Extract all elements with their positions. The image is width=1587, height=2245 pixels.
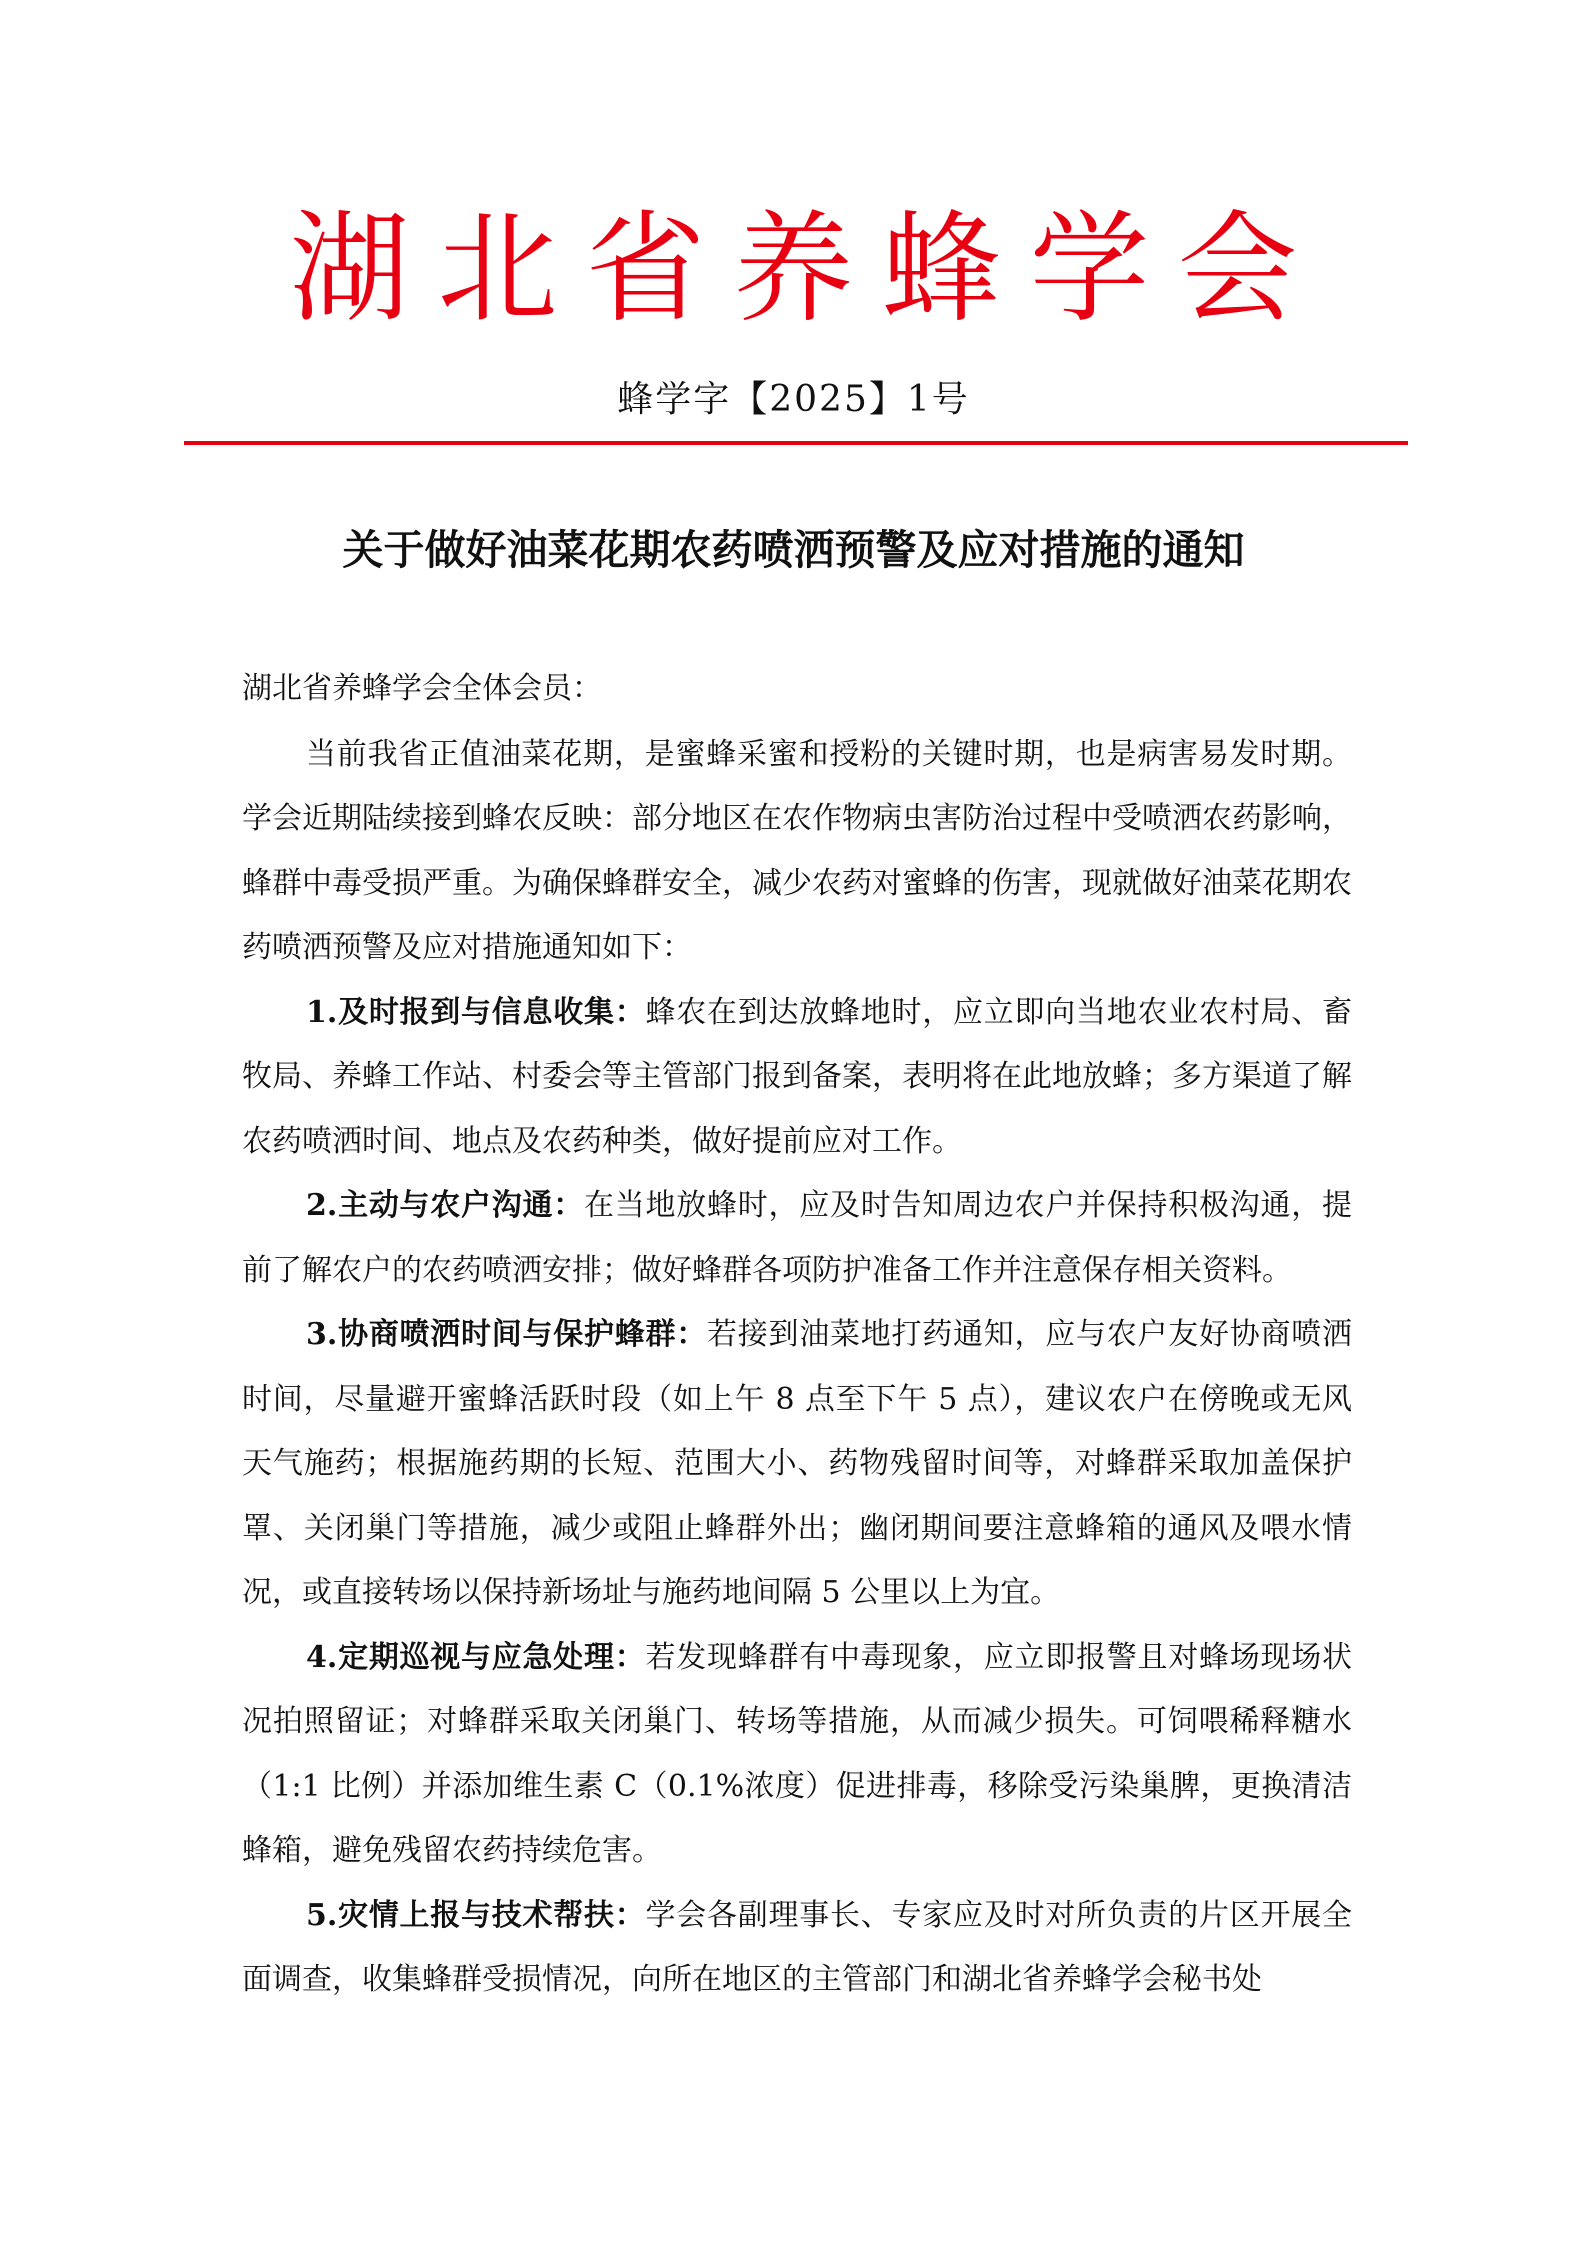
org-masthead: 湖北省养蜂学会 — [289, 200, 1326, 339]
notice-title: 关于做好油菜花期农药喷洒预警及应对措施的通知 — [342, 526, 1245, 574]
item-heading: 1.及时报到与信息收集： — [306, 994, 646, 1030]
item-heading: 5.灾情上报与技术帮扶： — [306, 1897, 646, 1933]
list-item — [242, 1303, 1352, 1626]
list-item — [242, 1626, 1352, 1884]
item-text: 学会各副理事长、专家应及时对所负责的片区开展全面调查，收集蜂群受损情况，向所在地区的主管部门和湖北省养蜂学会秘书处 — [242, 1897, 1352, 1997]
item-heading: 2.主动与农户沟通： — [306, 1188, 585, 1223]
header-divider — [184, 441, 1408, 445]
item-text: 蜂农在到达放蜂地时，应立即向当地农业农村局、畜牧局、养蜂工作站、村委会等主管部门报到备案，表明将在此地放蜂；多方渠道了解农药喷洒时间、地点及农药种类，做好提前应对工作。 — [242, 994, 1352, 1159]
document-number: 蜂学字【2025】1号 — [617, 379, 970, 420]
item-text: 若发现蜂群有中毒现象，应立即报警且对蜂场现场状况拍照留证；对蜂群采取关闭巢门、转场等措施，从而减少损失。可饲喂稀释糖水（1:1 比例）并添加维生素 C（0.1%浓度）促进排毒，移除受污染巢脾，更换清洁蜂箱，避免残留农药持续危害。 — [242, 1639, 1352, 1868]
intro-paragraph: 当前我省正值油菜花期，是蜜蜂采蜜和授粉的关键时期，也是病害易发时期。学会近期陆续接到蜂农反映：部分地区在农作物病虫害防治过程中受喷洒农药影响，蜂群中毒受损严重。为确保蜂群安全，减少农药对蜜蜂的伤害，现就做好油菜花期农药喷洒预警及应对措施通知如下： — [242, 736, 1352, 965]
item-heading: 3.协商喷洒时间与保护蜂群： — [306, 1317, 708, 1352]
list-item — [242, 981, 1352, 1175]
salutation: 湖北省养蜂学会全体会员： — [242, 671, 602, 706]
document-body — [242, 657, 1352, 2013]
item-text: 若接到油菜地打药通知，应与农户友好协商喷洒时间，尽量避开蜜蜂活跃时段（如上午 8 点至下午 5 点），建议农户在傍晚或无风天气施药；根据施药期的长短、范围大小、药物残留时间等，对蜂群采取加盖保护罩、关闭巢门等措施，减少或阻止蜂群外出；幽闭期间要注意蜂箱的通风及喂水情况，或直接转场以保持新场址与施药地间隔 5 公里以上为宜。 — [242, 1317, 1352, 1610]
item-heading: 4.定期巡视与应急处理： — [306, 1639, 646, 1675]
list-item — [242, 1884, 1352, 2013]
item-text: 在当地放蜂时，应及时告知周边农户并保持积极沟通，提前了解农户的农药喷洒安排；做好蜂群各项防护准备工作并注意保存相关资料。 — [242, 1188, 1352, 1288]
list-item — [242, 1174, 1352, 1303]
